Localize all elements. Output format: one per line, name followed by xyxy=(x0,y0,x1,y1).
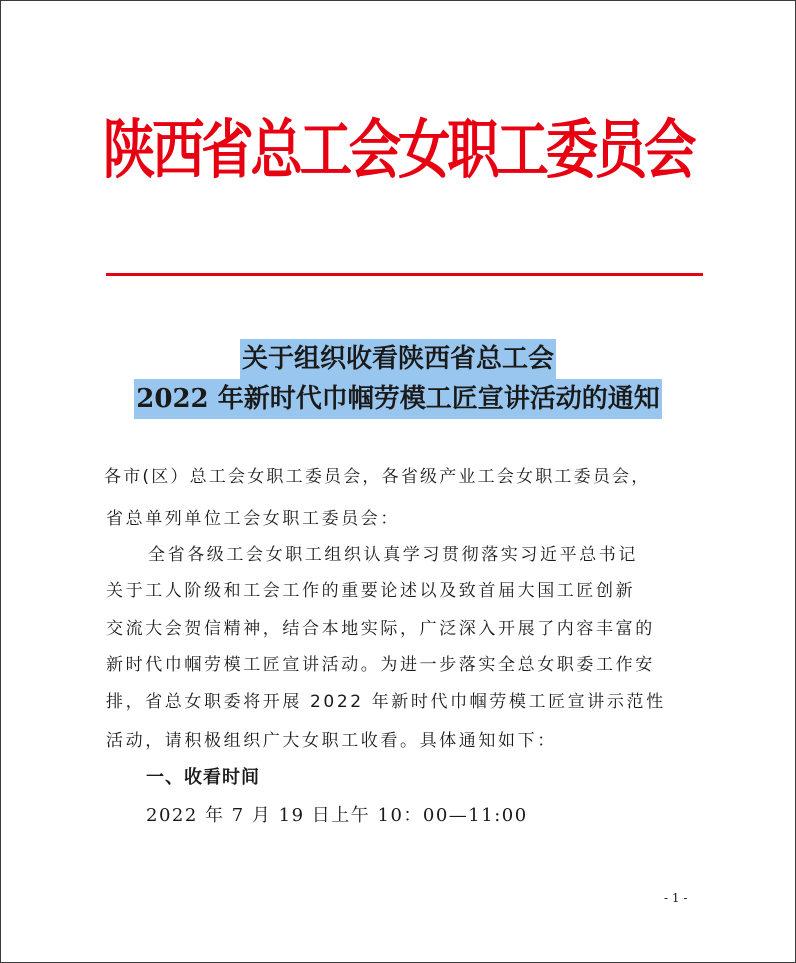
paragraph-line: 排，省总女职委将开展 2022 年新时代巾帼劳模工匠宣讲示范性 xyxy=(106,692,666,712)
viewing-time: 2022 年 7 月 19 日上午 10：00—11:00 xyxy=(146,805,528,826)
notice-title-line-1: 关于组织收看陕西省总工会 xyxy=(240,339,556,379)
paragraph-line: 交流大会贺信精神，结合本地实际，广泛深入开展了内容丰富的 xyxy=(106,619,655,639)
page-number: - 1 - xyxy=(664,891,688,905)
notice-title xyxy=(0,339,796,419)
masthead-red-rule xyxy=(106,273,703,276)
recipients-line-2: 省总单列单位工会女职工委员会： xyxy=(106,509,400,529)
recipients-line-1: 各市(区）总工会女职工委员会，各省级产业工会女职工委员会， xyxy=(104,467,651,487)
notice-title-line-2: 2022 年新时代巾帼劳模工匠宣讲活动的通知 xyxy=(134,379,661,419)
paragraph-line: 新时代巾帼劳模工匠宣讲活动。为进一步落实全总女职委工作安 xyxy=(106,655,655,675)
paragraph-line: 全省各级工会女职工组织认真学习贯彻落实习近平总书记 xyxy=(148,545,638,565)
paragraph-line: 活动，请积极组织广大女职工收看。具体通知如下： xyxy=(106,731,557,751)
masthead-org-name: 陕西省总工会女职工委员会 xyxy=(102,114,694,188)
section-1-heading: 一、收看时间 xyxy=(146,767,260,788)
paragraph-line: 关于工人阶级和工会工作的重要论述以及致首届大国工匠创新 xyxy=(106,581,636,601)
